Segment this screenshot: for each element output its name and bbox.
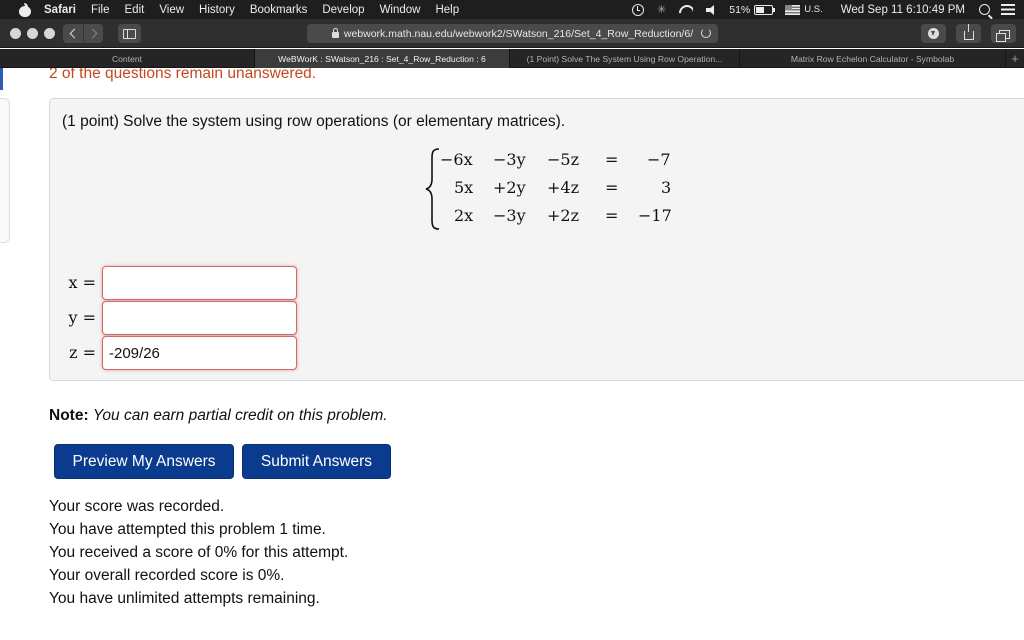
menu-history[interactable]: History [199, 3, 235, 16]
navigation-buttons [63, 24, 103, 43]
eq1-x-term: −6x [440, 150, 473, 169]
chevron-left-icon [70, 29, 80, 39]
tab-solve-system[interactable]: (1 Point) Solve The System Using Row Operation... [510, 49, 740, 68]
eq2-equals: = [605, 178, 619, 197]
menu-clock[interactable]: Wed Sep 11 6:10:49 PM [840, 3, 965, 16]
us-flag-icon[interactable] [785, 5, 800, 15]
answer-row-x [50, 266, 350, 300]
share-button[interactable] [956, 24, 981, 43]
show-tabs-button[interactable] [991, 24, 1016, 43]
problem-statement: (1 point) Solve the system using row operations (or elementary matrices). [62, 113, 566, 130]
note-label: Note: [49, 407, 89, 424]
eq2-rhs: 3 [661, 178, 672, 197]
wifi-icon[interactable] [679, 5, 693, 15]
eq2-z-term: +4z [547, 178, 580, 197]
forward-button[interactable] [83, 24, 103, 43]
menu-file[interactable]: File [90, 3, 110, 16]
eq3-rhs: −17 [638, 206, 672, 225]
eq3-x-term: 2x [454, 206, 474, 225]
tabs-overview-icon [999, 30, 1010, 39]
tab-content[interactable]: Content [0, 49, 255, 68]
macos-menu-bar [0, 0, 1024, 19]
score-message-attempts: You have attempted this problem 1 time. [49, 521, 326, 538]
notification-center-icon[interactable] [1001, 4, 1015, 15]
share-icon [964, 31, 974, 40]
x-label: x = [68, 273, 96, 292]
eq1-y-term: −3y [493, 150, 526, 169]
tab-webwork[interactable]: WeBWorK : SWatson_216 : Set_4_Row_Reduction : 6 [255, 49, 510, 68]
eq1-z-term: −5z [547, 150, 580, 169]
eq3-y-term: −3y [493, 206, 526, 225]
window-controls [10, 28, 61, 39]
z-label: z = [69, 343, 96, 362]
sidebar-icon [123, 29, 136, 39]
submit-answers-button[interactable]: Submit Answers [242, 444, 391, 479]
z-answer-input[interactable] [102, 336, 297, 370]
address-bar[interactable] [307, 24, 718, 43]
score-message-remaining: You have unlimited attempts remaining. [49, 590, 320, 607]
minimize-window-button[interactable] [27, 28, 38, 39]
eq1-rhs: −7 [647, 150, 671, 169]
eq2-y-term: +2y [493, 178, 526, 197]
x-answer-input[interactable] [102, 266, 297, 300]
webpage-content [0, 68, 1024, 640]
chevron-right-icon [87, 29, 97, 39]
toolbar-right-buttons [911, 24, 1016, 43]
score-message-overall: Your overall recorded score is 0%. [49, 567, 285, 584]
equation-system [425, 148, 685, 230]
menu-window[interactable]: Window [379, 3, 421, 16]
menu-view[interactable]: View [159, 3, 185, 16]
unanswered-warning: 2 of the questions remain unanswered. [49, 68, 317, 82]
partial-credit-note [49, 407, 388, 425]
menu-bookmarks[interactable]: Bookmarks [249, 3, 308, 16]
score-message-recorded: Your score was recorded. [49, 498, 225, 515]
time-machine-icon[interactable] [632, 4, 644, 16]
left-panel-edge [0, 98, 10, 243]
eq2-x-term: 5x [454, 178, 474, 197]
menu-status-area [632, 0, 1024, 19]
menu-develop[interactable]: Develop [322, 3, 365, 16]
tab-symbolab[interactable]: Matrix Row Echelon Calculator - Symbolab [740, 49, 1006, 68]
close-window-button[interactable] [10, 28, 21, 39]
preview-answers-button[interactable]: Preview My Answers [54, 444, 234, 479]
problem-box [49, 98, 1024, 381]
eq1-equals: = [605, 150, 619, 169]
url-text: webwork.math.nau.edu/webwork2/SWatson_216/Set_4_Row_Reduction/6/ [343, 27, 694, 40]
tab-bar [0, 49, 1024, 68]
spotlight-search-icon[interactable] [979, 4, 990, 15]
menu-edit[interactable]: Edit [124, 3, 145, 16]
volume-icon[interactable] [706, 5, 716, 15]
download-icon [928, 28, 939, 39]
browser-toolbar [0, 19, 1024, 48]
battery-icon[interactable] [754, 5, 773, 15]
menu-app-safari[interactable]: Safari [44, 3, 76, 16]
input-source-label[interactable]: U.S. [804, 4, 823, 15]
apple-logo-icon[interactable] [18, 3, 32, 17]
downloads-button[interactable] [921, 24, 946, 43]
zoom-window-button[interactable] [44, 28, 55, 39]
new-tab-button[interactable]: + [1011, 50, 1019, 66]
y-label: y = [68, 308, 96, 327]
score-message-attempt-score: You received a score of 0% for this attempt. [49, 544, 349, 561]
note-text: You can earn partial credit on this problem. [92, 407, 388, 424]
reload-icon[interactable] [701, 28, 711, 38]
answer-row-y [50, 301, 350, 335]
lock-icon [332, 32, 339, 38]
menu-help[interactable]: Help [435, 3, 460, 16]
eq3-z-term: +2z [547, 206, 580, 225]
sidebar-toggle-button[interactable] [118, 24, 141, 43]
y-answer-input[interactable] [102, 301, 297, 335]
answer-row-z [50, 336, 350, 370]
back-button[interactable] [63, 24, 83, 43]
left-edge-indicator [0, 68, 3, 90]
battery-percentage[interactable]: 51% [729, 3, 751, 16]
bluetooth-icon[interactable]: ✳ [657, 4, 667, 16]
eq3-equals: = [605, 206, 619, 225]
